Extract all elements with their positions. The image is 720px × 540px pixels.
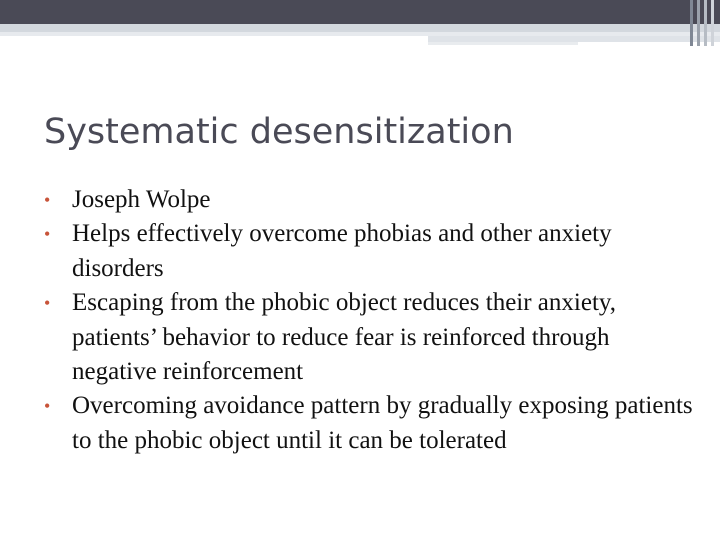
bullet-item [44,389,694,458]
bullet-item [44,217,694,286]
bullet-text: Helps effectively overcome phobias and other anxiety disorders [72,220,612,282]
header-accent [704,0,707,46]
header-accent [697,0,700,46]
bullet-list [44,183,694,458]
header-stripe [0,24,720,32]
bullet-text: Escaping from the phobic object reduces their anxiety, patients’ behavior to reduce fear is reinforced through negative reinforcement [72,289,617,386]
bullet-icon: • [44,224,51,245]
bullet-icon: • [44,396,51,417]
header-accent [690,0,693,46]
bullet-text: Joseph Wolpe [72,186,211,213]
slide-title: Systematic desensitization [44,112,514,152]
header-accent [711,0,714,46]
header-bar [0,0,720,24]
bullet-icon: • [44,190,51,210]
header-stripe [428,42,578,45]
bullet-icon: • [44,293,51,314]
bullet-item [44,183,694,217]
bullet-text: Overcoming avoidance pattern by gradually exposing patients to the phobic object until it can be tolerated [72,392,693,454]
bullet-item [44,286,694,389]
